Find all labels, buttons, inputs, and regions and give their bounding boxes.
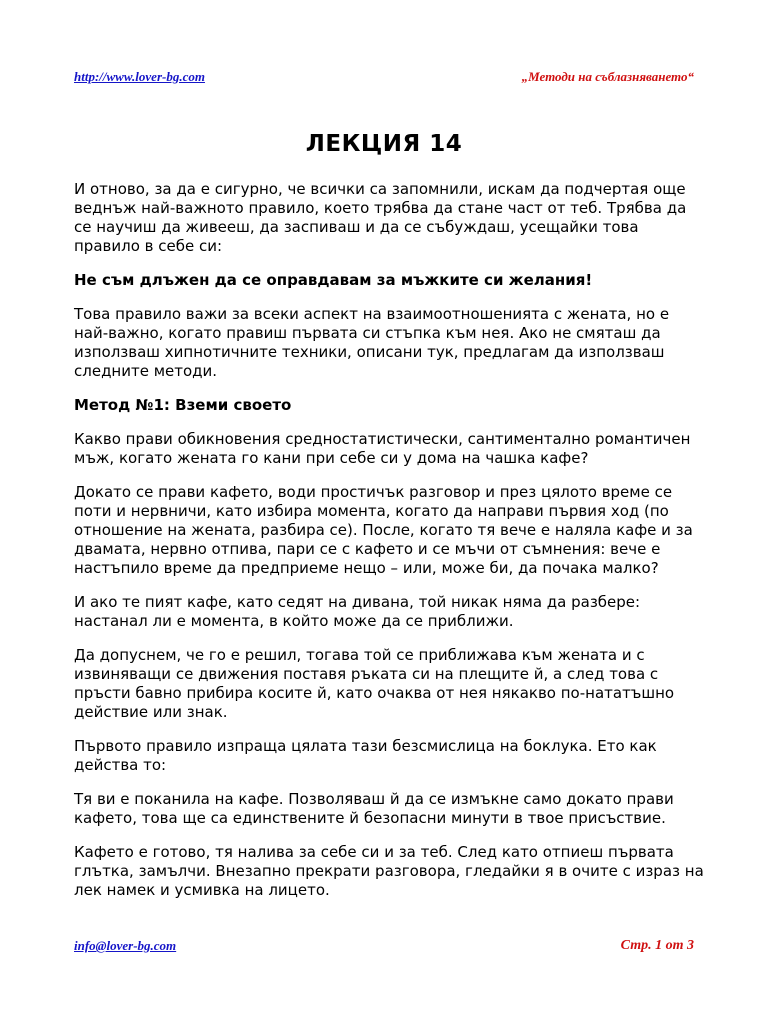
email-link[interactable]: info@lover-bg.com — [74, 938, 177, 953]
paragraph: И ако те пият кафе, като седят на дивана, той никак няма да разбере: настанал ли е момента, в който може да се приближи. — [74, 593, 641, 630]
lecture-title: ЛЕКЦИЯ 14 — [305, 131, 463, 157]
paragraph: Какво прави обикновения средностатистически, сантиментално романтичен мъж, когато жената го кани при себе си у дома на чашка кафе? — [74, 430, 691, 467]
paragraph-intro: И отново, за да е сигурно, че всички са запомнили, искам да подчертая още веднъж най-важното правило, което трябва да стане част от теб. Трябва да се научиш да живееш, да заспиваш и да се събуждаш, усещайки това правило в себе си: — [74, 180, 687, 255]
paragraph: Първото правило изпраща цялата тази безсмислица на боклука. Ето как действа то: — [74, 737, 657, 774]
paragraph: Това правило важи за всеки аспект на взаимоотношенията с жената, но е най-важно, когато правиш първата си стъпка към нея. Ако не смяташ да използваш хипнотичните техники, описани тук, предлагам да използваш следните методи. — [74, 305, 670, 380]
paragraph: Кафето е готово, тя налива за себе си и за теб. След като отпиеш първата глътка, замълчи. Внезапно прекрати разговора, гледайки я в очите с израз на лек намек и усмивка на лицето. — [74, 843, 704, 899]
paragraph: Да допуснем, че го е решил, тогава той се приближава към жената и с извиняващи се движения поставя ръката си на плещите й, а след това с пръсти бавно прибира косите й, като очаква от нея някакво по-нататъшно действие или знак. — [74, 646, 675, 721]
book-title: „Методи на съблазняването“ — [521, 69, 694, 84]
method-heading: Метод №1: Вземи своето — [74, 396, 292, 414]
site-link[interactable]: http://www.lover-bg.com — [74, 69, 205, 84]
rule-statement: Не съм длъжен да се оправдавам за мъжките си желания! — [74, 271, 593, 289]
paragraph: Докато се прави кафето, води простичък разговор и през цялото време се поти и нервничи, като избира момента, когато да направи първия ход (по отношение на жената, разбира се). После, когато тя вече е наляла кафе и за двамата, нервно отпива, пари се с кафето и се мъчи от съмнения: вече е настъпило време да предприеме нещо – или, може би, да почака малко? — [74, 483, 693, 577]
page-number: Стр. 1 от 3 — [620, 938, 694, 953]
document-body — [74, 180, 706, 915]
paragraph: Тя ви е поканила на кафе. Позволяваш й да се измъкне само докато прави кафето, това ще са единствените й безопасни минути в твое присъствие. — [74, 790, 674, 827]
